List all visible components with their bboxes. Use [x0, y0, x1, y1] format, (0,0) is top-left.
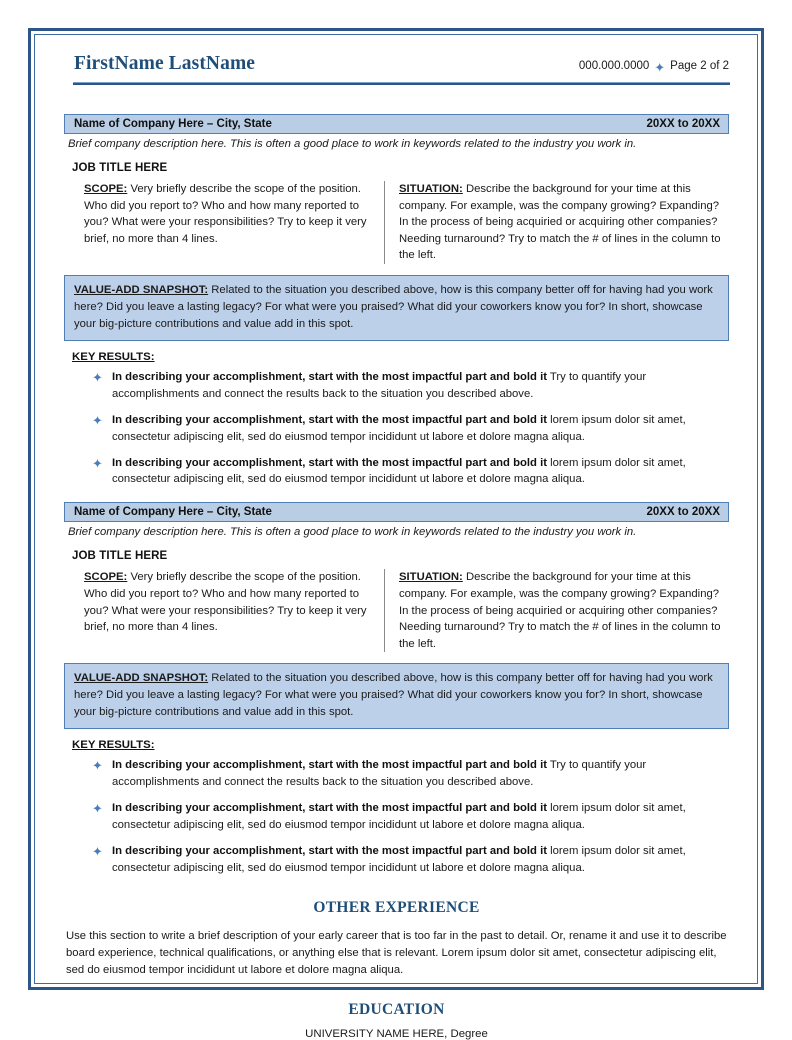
resume-header [56, 53, 736, 75]
situation-column [384, 181, 729, 264]
scope-column [84, 569, 384, 652]
bullet-rest: Try to quantify your accomplishments and connect the results back to the situation you described above. [112, 759, 647, 789]
company-header-band [64, 114, 729, 134]
resume-content [56, 114, 736, 1040]
bullet-bold-lead: In describing your accomplishment, start with the most impactful part and bold it [112, 370, 547, 383]
bullet-rest: lorem ipsum dolor sit amet, consectetur adipiscing elit, sed do eiusmod tempor incididunt ut labore et dolore magna aliqua. [112, 413, 686, 443]
header-divider-rule [73, 82, 730, 85]
scope-situation-columns [64, 569, 729, 652]
other-experience-heading: OTHER EXPERIENCE [313, 898, 480, 916]
education-entry: UNIVERSITY NAME HERE, Degree [305, 1028, 488, 1040]
bullet-rest: Try to quantify your accomplishments and connect the results back to the situation you described above. [112, 370, 647, 400]
value-add-text: Related to the situation you described above, how is this company better off for having had you work here? Did you leave a lasting legacy? For what were you praised? What did your coworkers know you for? In short, showcase your big-picture contributions and value add in this spot. [74, 672, 713, 719]
bullet-bold-lead: In describing your accomplishment, start with the most impactful part and bold it [112, 413, 547, 426]
four-point-star-icon: ✦ [92, 412, 103, 428]
list-item [64, 757, 729, 791]
company-header-band [64, 502, 729, 522]
company-name: Name of Company Here – City, State [74, 506, 272, 519]
job-title: JOB TITLE HERE [72, 550, 168, 563]
situation-label: SITUATION: [399, 183, 463, 195]
bullet-text [112, 800, 729, 834]
value-add-text: Related to the situation you described above, how is this company better off for having had you work here? Did you leave a lasting legacy? For what were you praised? What did your coworkers know you for? In short, showcase your big-picture contributions and value add in this spot. [74, 283, 713, 330]
value-add-snapshot-box [64, 275, 729, 341]
key-results-label: KEY RESULTS: [72, 350, 155, 363]
header-contact-line [579, 60, 729, 73]
four-point-star-icon: ✦ [654, 59, 666, 75]
four-point-star-icon: ✦ [92, 369, 103, 385]
bullet-bold-lead: In describing your accomplishment, start with the most impactful part and bold it [112, 456, 547, 469]
key-results-list [64, 757, 729, 877]
scope-situation-columns [64, 181, 729, 264]
bullet-rest: lorem ipsum dolor sit amet, consectetur adipiscing elit, sed do eiusmod tempor incididunt ut labore et dolore magna aliqua. [112, 802, 686, 831]
bullet-text [112, 369, 729, 403]
company-dates: 20XX to 20XX [646, 506, 720, 519]
scope-label: SCOPE: [84, 183, 128, 195]
other-experience-paragraph: Use this section to write a brief description of your early career that is too far in the past to detail. Or, rename it and use it to describe board experience, technical qualifications, or anything else that is relevant. Lorem ipsum dolor sit amet, consectetur adipiscing elit, sed do eiusmod tempor incididunt ut labore et dolore magna aliqua. [66, 929, 727, 977]
bullet-rest: lorem ipsum dolor sit amet, consectetur adipiscing elit, sed do eiusmod tempor incididunt ut labore et dolore magna aliqua. [112, 844, 686, 874]
phone-number: 000.000.0000 [578, 60, 650, 72]
key-results-label: KEY RESULTS: [72, 739, 155, 752]
situation-text: Describe the background for your time at this company. For example, was the company growing? Expanding? In the process of being acquiried or acquiring other companies? Needing turnaround? Try to match the # of lines in the column to the left. [399, 183, 721, 262]
list-item [64, 800, 729, 834]
bullet-bold-lead: In describing your accomplishment, start with the most impactful part and bold it [112, 802, 547, 815]
company-name: Name of Company Here – City, State [74, 118, 272, 130]
experience-block [64, 502, 729, 876]
four-point-star-icon: ✦ [92, 455, 103, 471]
page-indicator: Page 2 of 2 [670, 60, 729, 72]
four-point-star-icon: ✦ [92, 843, 103, 859]
company-dates: 20XX to 20XX [646, 118, 720, 130]
value-add-label: VALUE-ADD SNAPSHOT: [74, 672, 209, 685]
situation-column [384, 569, 729, 652]
four-point-star-icon: ✦ [92, 758, 103, 774]
list-item [64, 369, 729, 403]
bullet-rest: lorem ipsum dolor sit amet, consectetur adipiscing elit, sed do eiusmod tempor incididunt ut labore et dolore magna aliqua. [112, 456, 686, 486]
job-title: JOB TITLE HERE [72, 162, 168, 174]
situation-text: Describe the background for your time at this company. For example, was the company growing? Expanding? In the process of being acquiried or acquiring other companies? Needing turnaround? Try to match the # of lines in the column to the left. [399, 571, 721, 650]
bullet-bold-lead: In describing your accomplishment, start with the most impactful part and bold it [112, 759, 547, 772]
scope-column [84, 181, 384, 264]
scope-label: SCOPE: [84, 571, 128, 584]
education-heading: EDUCATION [348, 1001, 445, 1019]
bullet-text [112, 757, 729, 791]
bullet-text [112, 843, 729, 877]
bullet-text [112, 455, 729, 489]
bullet-bold-lead: In describing your accomplishment, start with the most impactful part and bold it [112, 844, 547, 857]
situation-label: SITUATION: [399, 571, 463, 584]
scope-text: Very briefly describe the scope of the position. Who did you report to? Who and how many reported to you? What were your responsibilities? Try to keep it very brief, no more than 4 lines. [84, 183, 367, 245]
experience-block [64, 114, 729, 488]
bullet-text [112, 412, 729, 446]
section-spacer [64, 488, 729, 502]
page-frame [28, 28, 764, 1040]
company-description: Brief company description here. This is often a good place to work in keywords related to the industry you work in. [68, 138, 637, 150]
resume-page-body [31, 31, 761, 1040]
four-point-star-icon: ✦ [92, 801, 103, 817]
list-item [64, 843, 729, 877]
value-add-snapshot-box [64, 663, 729, 729]
list-item [64, 412, 729, 446]
page-title: FirstName LastName [74, 53, 256, 74]
scope-text: Very briefly describe the scope of the position. Who did you report to? Who and how many reported to you? What were your responsibilities? Try to keep it very brief, no more than 4 lines. [84, 571, 367, 634]
company-description: Brief company description here. This is often a good place to work in keywords related to the industry you work in. [68, 526, 637, 539]
list-item [64, 455, 729, 489]
value-add-label: VALUE-ADD SNAPSHOT: [74, 283, 209, 296]
key-results-list [64, 369, 729, 489]
